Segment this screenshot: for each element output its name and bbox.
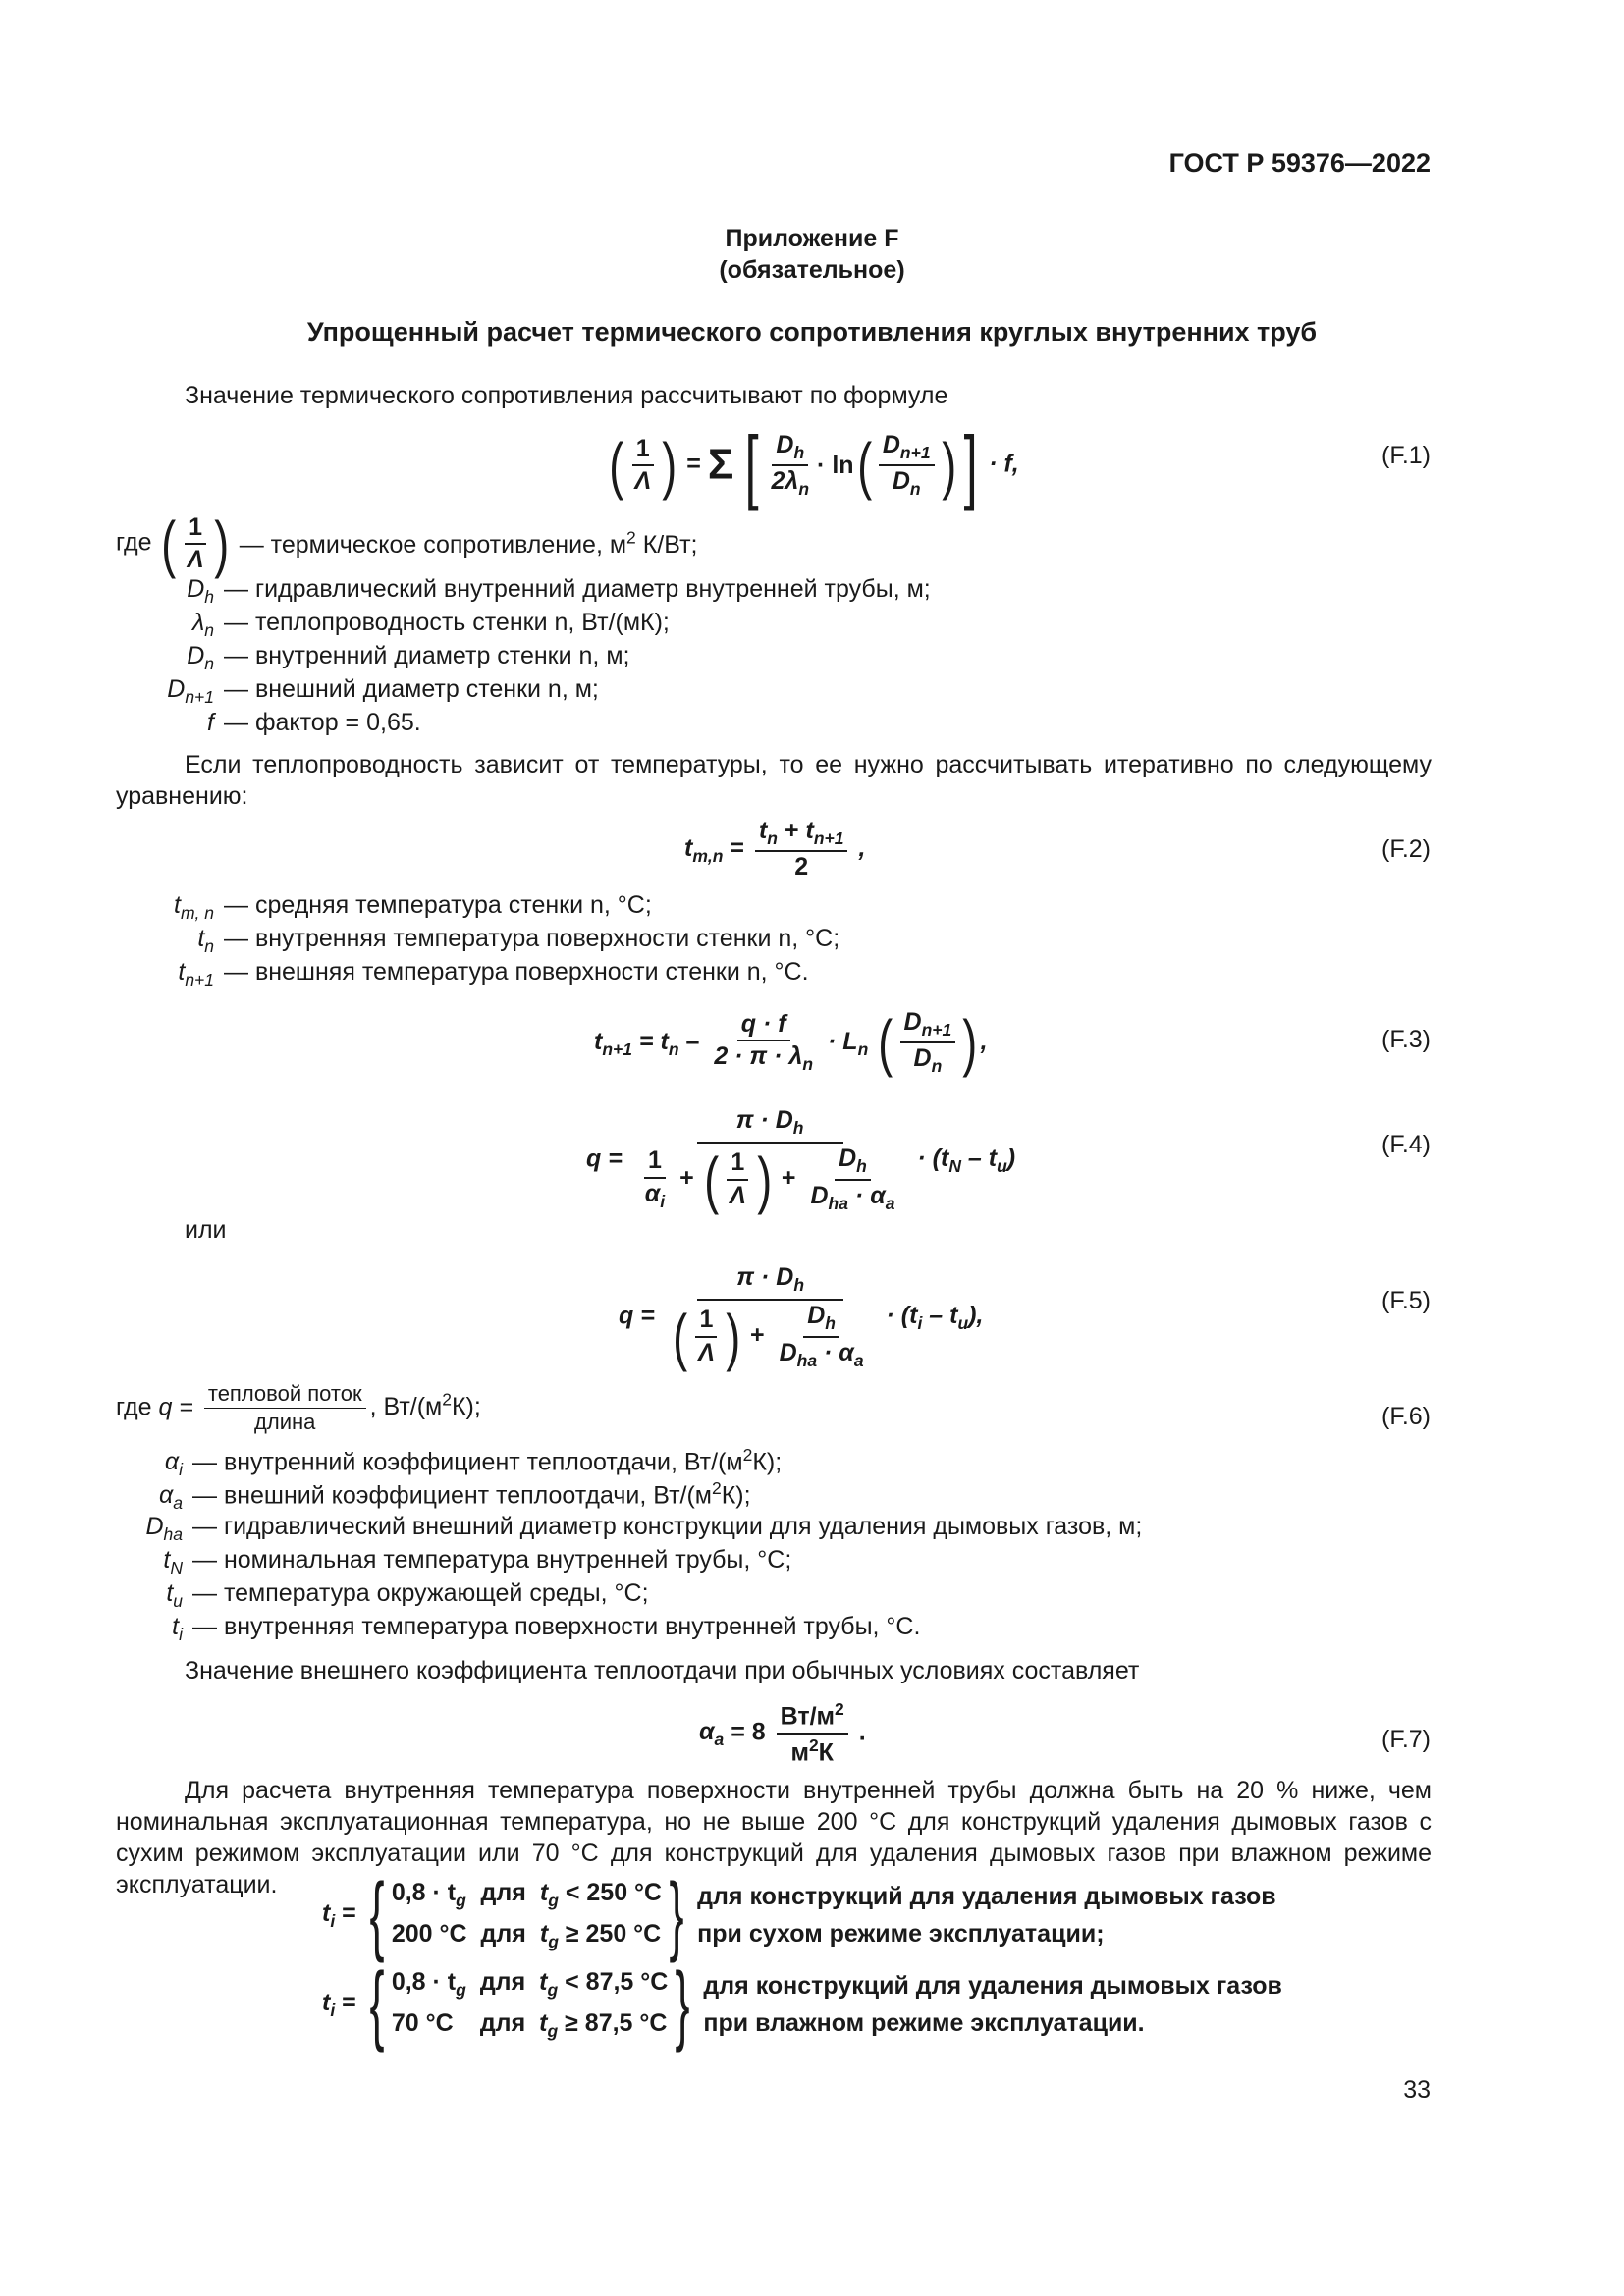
definition-row <box>45 1578 1142 1612</box>
definition-text: — внутренний диаметр стенки n, м; <box>224 642 630 669</box>
intro-paragraph: Значение термического сопротивления рассчитывают по формуле <box>185 382 948 409</box>
formula-f3: $t_{n+1} = t_n$ – $\frac{q \cdot f}{2 \cdot \pi \cdot \lambda_n}$ · $L_n$ ( $\frac{D_{n+1}}{D_n}$ ) , <box>594 1007 988 1079</box>
definition-symbol: $D_{ha}$ <box>145 1513 183 1544</box>
definition-text: — внешний диаметр стенки n, м; <box>224 675 599 703</box>
definition-row <box>77 924 839 957</box>
paragraph-internal-temp: Для расчета внутренняя температура поверхности внутренней трубы должна быть на 20 % ниже, чем номинальная эксплуатационная температура, но не выше 200 °С для конструкций удаления дымовых газов с сухим режимом эксплуатации или 70 °С для конструкций для удаления дымовых газов при влажном режиме эксплуатации. <box>116 1777 1432 1898</box>
formula-f4: q = $\pi \cdot D_h$ $\frac{1}{\alpha_i}$ + ( $\frac{1}{\Lambda}$ ) + $\frac{D_h}{D_{ha} \cdot \alpha_a}$ · $(t_N - t_u)$ <box>586 1106 1016 1215</box>
cases-wet: $t_i$ = { $0,8 \cdot t_g$ для $t_g < 87,5$ °С 70 °С для $t_g \ge 87,5$ °С } для конструкций для удаления дымовых газов при влажном режиме эксплуатации. <box>322 1955 1282 2054</box>
definition-symbol: $t_{m, n}$ <box>174 891 214 923</box>
definition-symbol: $\lambda_n$ <box>191 609 214 640</box>
equation-number-f5: (F.5) <box>1381 1287 1431 1314</box>
definition-lambda: где ( $\frac{1}{\Lambda}$ ) — термическое сопротивление, $м^2$ К/Вт; <box>116 508 698 579</box>
equation-number-f6: (F.6) <box>1381 1403 1431 1430</box>
paragraph-iterative: Если теплопроводность зависит от температуры, то ее нужно рассчитывать итеративно по следующему уравнению: <box>116 751 1432 810</box>
equation-number-f7: (F.7) <box>1381 1726 1431 1753</box>
definitions-list-2 <box>77 890 839 990</box>
definition-row <box>45 1545 1142 1578</box>
equation-number-f4: (F.4) <box>1381 1131 1431 1158</box>
equation-number-f2: (F.2) <box>1381 835 1431 863</box>
paragraph-external-coeff: Значение внешнего коэффициента теплоотдачи при обычных условиях составляет <box>185 1657 1140 1684</box>
or-word: или <box>185 1216 227 1244</box>
definition-row <box>45 1478 1142 1512</box>
definition-text: — гидравлический внешний диаметр конструкции для удаления дымовых газов, м; <box>192 1513 1143 1540</box>
definition-symbol: $D_{n+1}$ <box>167 675 214 707</box>
definitions-list-1 <box>77 574 931 741</box>
definition-text: — внешний коэффициент теплоотдачи, $Вт/(м^2К)$; <box>192 1478 751 1510</box>
definitions-list-3 <box>45 1445 1142 1645</box>
formula-f1: ( $\frac{1}{\Lambda}$ ) = Σ [ $\frac{D_h}{2\lambda_n}$ · ln ( $\frac{D_{n+1}}{D_n}$ ) ] · f, <box>609 419 1019 511</box>
definition-row <box>77 574 931 608</box>
page-number: 33 <box>1403 2076 1431 2104</box>
definition-row <box>45 1512 1142 1545</box>
formula-f6: где q = $\frac{\text{тепловой поток}}{\text{длина}}$ , $Вт/(м^2К)$; <box>116 1381 481 1435</box>
definition-row <box>77 708 931 741</box>
definition-text: — внутренняя температура поверхности стенки n, °С; <box>224 925 840 952</box>
definition-symbol: $t_i$ <box>172 1613 183 1644</box>
definition-row <box>77 608 931 641</box>
definition-row <box>77 674 931 708</box>
document-code: ГОСТ Р 59376—2022 <box>1168 148 1431 178</box>
definition-text: — внешняя температура поверхности стенки n, °С. <box>224 958 809 986</box>
definition-text: — внутренняя температура поверхности внутренней трубы, °С. <box>192 1613 921 1640</box>
definition-symbol: f <box>207 709 214 736</box>
equation-number-f1: (F.1) <box>1381 442 1431 469</box>
definition-row <box>77 890 839 924</box>
definition-symbol: $D_n$ <box>187 642 214 673</box>
appendix-status: (обязательное) <box>719 256 905 284</box>
definition-symbol: $t_n$ <box>197 925 214 956</box>
definition-symbol: $\alpha_i$ <box>164 1448 183 1480</box>
definition-symbol: $t_{n+1}$ <box>178 958 214 989</box>
definition-row <box>77 957 839 990</box>
definition-row <box>77 641 931 674</box>
definition-row <box>45 1445 1142 1478</box>
definition-symbol: $\alpha_a$ <box>159 1481 183 1514</box>
formula-f7: $\alpha_a = 8$ $\frac{Вт/м^2}{м^2К}$ . <box>699 1699 866 1767</box>
formula-f5: q = $\pi \cdot D_h$ ( $\frac{1}{\Lambda}$ ) + $\frac{D_h}{D_{ha} \cdot \alpha_a}$ · $(t_i - t_u)$, <box>619 1263 984 1372</box>
definition-text: — фактор = 0,65. <box>224 709 421 736</box>
cases-dry: $t_i$ = { $0,8 \cdot t_g$ для $t_g < 250$ °С 200 °С для $t_g \ge 250$ °С } для конструкций для удаления дымовых газов при сухом режиме эксплуатации; <box>322 1866 1276 1964</box>
definition-text: — теплопроводность стенки n, Вт/(мК); <box>224 609 670 636</box>
definition-text: — гидравлический внутренний диаметр внутренней трубы, м; <box>224 575 931 603</box>
definition-symbol: $D_h$ <box>187 575 214 607</box>
definition-text: — внутренний коэффициент теплоотдачи, $Вт/(м^2К)$; <box>192 1445 783 1476</box>
section-title: Упрощенный расчет термического сопротивления круглых внутренних труб <box>306 317 1318 347</box>
equation-number-f3: (F.3) <box>1381 1026 1431 1053</box>
definition-text: — средняя температура стенки n, °С; <box>224 891 652 919</box>
definition-text: — температура окружающей среды, °С; <box>192 1579 649 1607</box>
appendix-title: Приложение F <box>725 225 899 252</box>
formula-f2: $t_{m,n}$ = $\frac{t_n + t_{n+1}}{2}$ , <box>684 817 866 881</box>
definition-symbol: $t_N$ <box>163 1546 183 1577</box>
definition-row <box>45 1612 1142 1645</box>
definition-symbol: $t_u$ <box>166 1579 183 1611</box>
definition-text: — номинальная температура внутренней трубы, °С; <box>192 1546 792 1574</box>
